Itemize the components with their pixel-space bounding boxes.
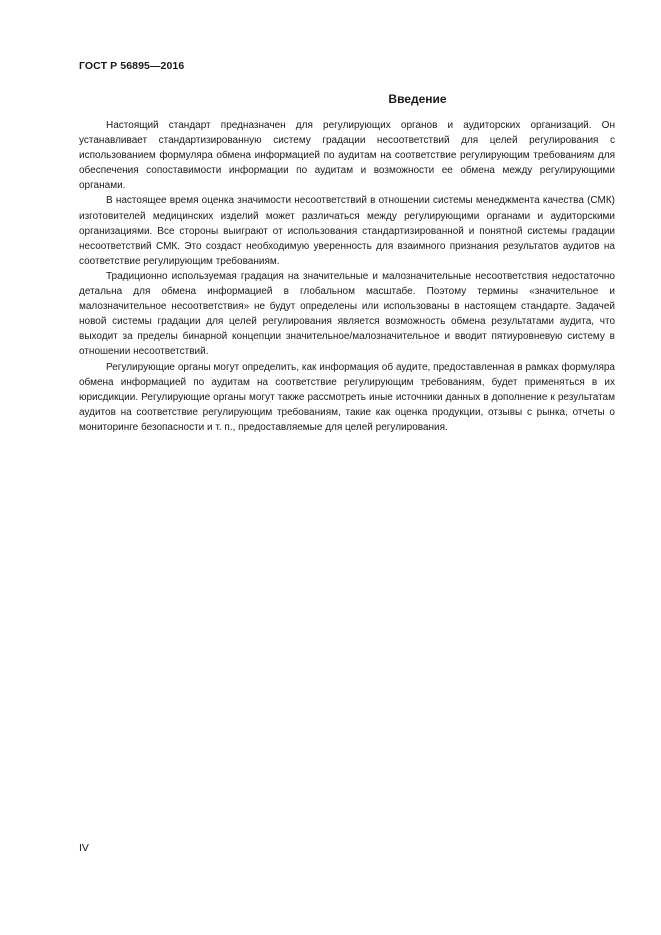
paragraph: Настоящий стандарт предназначен для регулирующих органов и аудиторских организаций. Он устанавливает стандартизированную систему градации несоответствий для целей регулирования с использованием формуляра обмена информацией по аудитам на соответствие регулирующим требованиям для обеспечения сопоставимости информации по аудитам и возможности ее обмена между регулирующими органами. — [79, 120, 615, 192]
section-title: Введение — [388, 92, 447, 106]
introduction-body — [79, 118, 615, 435]
page-number: IV — [79, 842, 89, 854]
document-standard-id: ГОСТ Р 56895—2016 — [79, 60, 185, 72]
paragraph: В настоящее время оценка значимости несоответствий в отношении системы менеджмента качества (СМК) изготовителей медицинских изделий может различаться между регулирующими органами и аудиторскими организациями. Все стороны выиграют от использования стандартизированной и понятной системы градации несоответствий СМК. Это создаст необходимую уверенность для взаимного признания результатов аудитов на соответствие регулирующим требованиям. — [79, 195, 615, 267]
paragraph: Регулирующие органы могут определить, как информация об аудите, предоставленная в рамках формуляра обмена информацией по аудитам на соответствие регулирующим требованиям, будет применяться в их юрисдикции. Регулирующие органы могут также рассмотреть иные источники данных в дополнение к результатам аудитов на соответствие регулирующим требованиям, такие как оценка продукции, отзывы с рынка, отчеты о мониторинге безопасности и т. п., предоставляемые для целей регулирования. — [79, 361, 615, 433]
paragraph: Традиционно используемая градация на значительные и малозначительные несоответствия недостаточно детальна для обмена информацией в глобальном масштабе. Поэтому термины «значительное и малозначительное несоответствия» не будут определены или использованы в настоящем стандарте. Задачей новой системы градации для целей регулирования является возможность обмена результатами аудита, что выходит за пределы бинарной концепции значительное/малозначительное и вводит пятиуровневую систему в отношении несоответствий. — [79, 270, 615, 358]
